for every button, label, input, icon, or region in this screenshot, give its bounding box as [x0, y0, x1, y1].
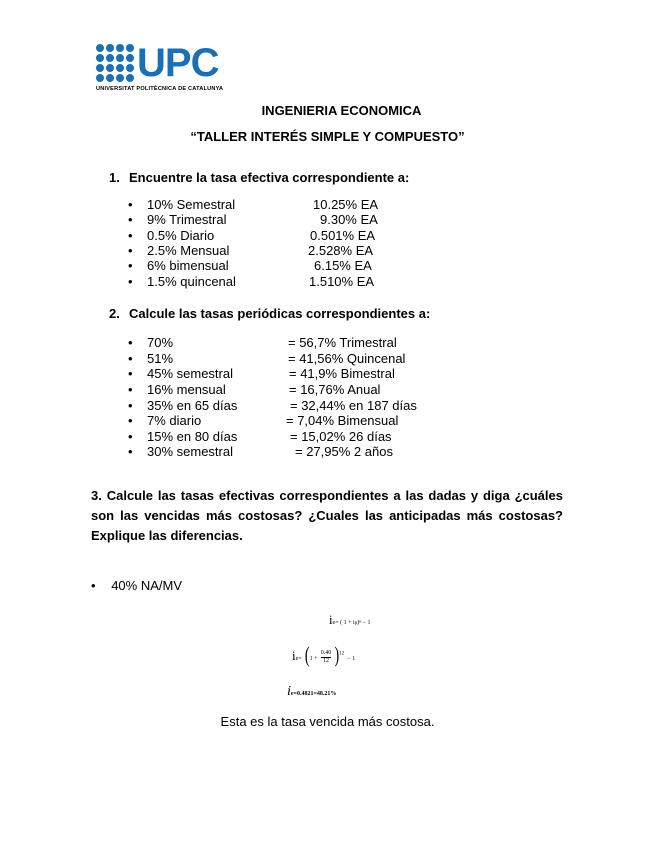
question-1-text: Encuentre la tasa efectiva correspondiente a: — [129, 170, 410, 185]
logo-dots-icon — [96, 44, 134, 82]
question-1 — [109, 170, 409, 185]
question-1-list: • 10% Semestral 10.25% EA • 9% Trimestral 9.30% EA • 0.5% Diario 0.501% EA • 2.5% Mensual 2.528% EA • 6% bimensual 6.15% EA • 1.5% quincenal 1.510% EA — [128, 197, 379, 289]
page-subtitle: “TALLER INTERÉS SIMPLE Y COMPUESTO” — [190, 129, 465, 144]
question-3 — [91, 486, 563, 546]
question-2 — [109, 306, 430, 321]
formula-1: ie= ( 1 + ip)ⁿ − 1 — [329, 612, 371, 627]
question-3-bullet: • 40% NA/MV — [91, 578, 182, 593]
question-2-text: Calcule las tasas periódicas correspondientes a: — [129, 306, 431, 321]
conclusion-text: Esta es la tasa vencida más costosa. — [220, 714, 435, 729]
question-3-text: 3. Calcule las tasas efectivas correspondientes a las dadas y diga ¿cuáles son las vencidas más costosas? ¿Cuales las anticipadas más costosas? Explique las diferencias. — [91, 488, 563, 543]
logo-letters: UPC — [137, 41, 219, 85]
upc-logo — [96, 41, 246, 96]
logo-subtitle: UNIVERSITAT POLITÈCNICA DE CATALUNYA — [96, 86, 224, 92]
formula-2: ie= (1 + $\frac{0.40}{12}$ )$^{12}$ − 1 — [292, 644, 356, 669]
question-2-number: 2. — [109, 306, 120, 321]
question-2-list: • 70% = 56,7% Trimestral • 51% = 41,56% Quincenal • 45% semestral = 41,9% Bimestral • 16% mensual = 16,76% Anual • 35% en 65 días = 32,44% en 187 días • 7% diario = 7,04% Bimensual • 15% en 80 días = 15,02% 26 días • 30% semestral = 27,95% 2 años — [128, 335, 417, 459]
formula-3: ie=0.4821=48.21% — [287, 684, 337, 699]
bullet-text: 40% NA/MV — [111, 578, 182, 593]
page-title: INGENIERIA ECONOMICA — [261, 103, 422, 118]
question-1-number: 1. — [109, 170, 120, 185]
